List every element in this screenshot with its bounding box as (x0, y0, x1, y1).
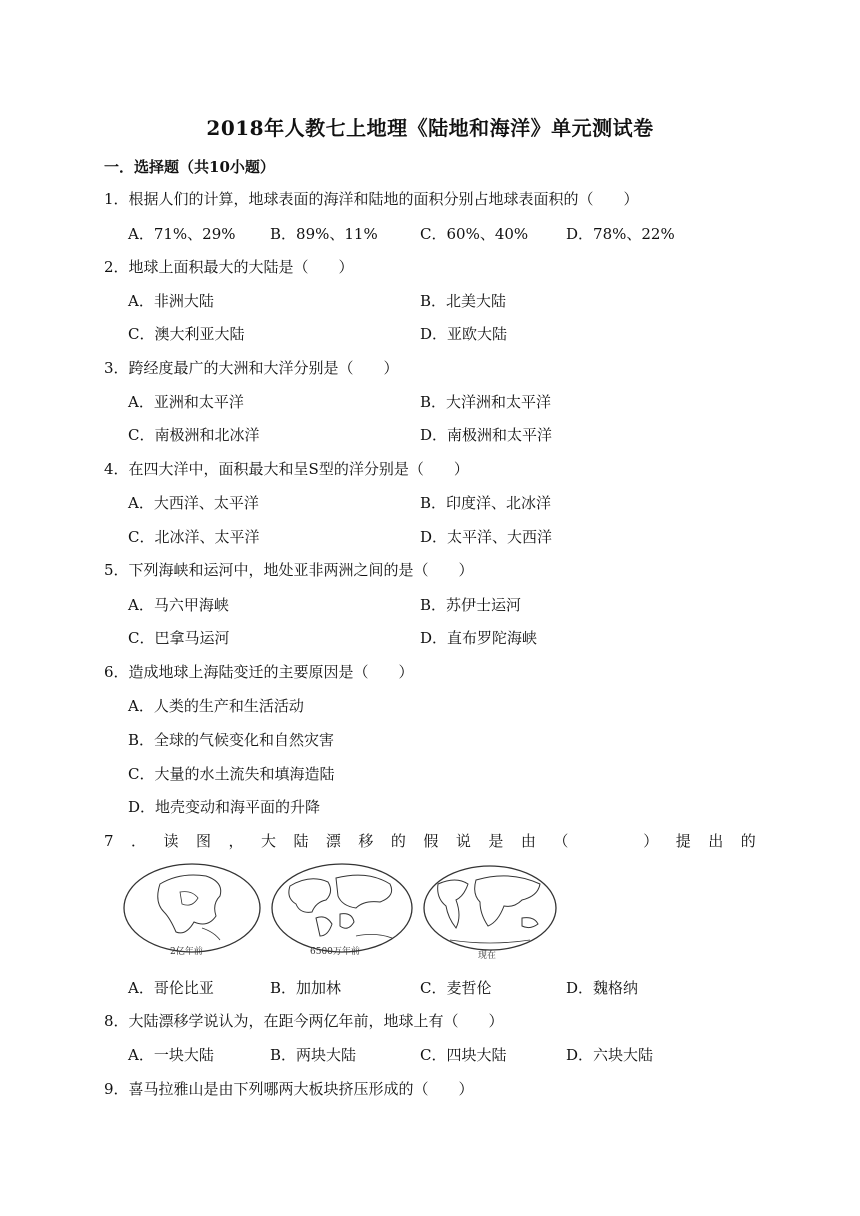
map-200-million-years-ago (124, 864, 260, 957)
option-b: B．北美大陆 (420, 292, 507, 310)
stem-part: 假 (423, 832, 439, 850)
stem-part: 移 (358, 832, 374, 850)
question-stem: 3．跨经度最广的大洲和大洋分别是（ ） (104, 359, 399, 377)
option-b: B．加加林 (270, 979, 342, 997)
map-label: 2亿年前 (170, 947, 203, 957)
stem-part: ． (131, 832, 147, 850)
stem-part: 出 (708, 832, 724, 850)
option-c: C．麦哲伦 (420, 979, 492, 997)
question-stem-justified (104, 831, 756, 851)
stem-part: 漂 (325, 832, 341, 850)
stem-part: 的 (740, 832, 756, 850)
question-stem: 2．地球上面积最大的大陆是（ ） (104, 258, 354, 276)
option-d: D．太平洋、大西洋 (420, 528, 553, 546)
option-d: D．地壳变动和海平面的升降 (128, 798, 321, 816)
option-a: A．马六甲海峡 (128, 596, 229, 614)
option-a: A．71%、29% (128, 225, 236, 243)
map-label: 6500万年前 (310, 947, 360, 957)
stem-part: 图 (195, 832, 211, 850)
option-d: D．南极洲和太平洋 (420, 426, 553, 444)
option-a: A．亚洲和太平洋 (128, 393, 244, 411)
question-stem: 6．造成地球上海陆变迁的主要原因是（ ） (104, 663, 414, 681)
map-65-million-years-ago (272, 864, 412, 957)
map-present-day (424, 866, 556, 961)
stem-part: 的 (390, 832, 406, 850)
question-stem: 4．在四大洋中，面积最大和呈S型的洋分别是（ ） (104, 460, 469, 478)
stem-part: 提 (675, 832, 691, 850)
stem-part: 7 (104, 832, 114, 850)
page-title: 2018年人教七上地理《陆地和海洋》单元测试卷 (206, 116, 654, 140)
map-label: 现在 (478, 951, 497, 961)
option-d: D．亚欧大陆 (420, 325, 508, 343)
stem-part: 陆 (293, 832, 309, 850)
stem-part: 说 (455, 832, 471, 850)
option-b: B．大洋洲和太平洋 (420, 393, 552, 411)
option-b: B．印度洋、北冰洋 (420, 494, 552, 512)
stem-part: ， (228, 832, 244, 850)
stem-part: 大 (260, 832, 276, 850)
option-c: C．澳大利亚大陆 (128, 325, 245, 343)
option-c: C．巴拿马运河 (128, 629, 230, 647)
option-c: C．北冰洋、太平洋 (128, 528, 260, 546)
option-b: B．苏伊士运河 (420, 596, 522, 614)
stem-part: 由 (520, 832, 536, 850)
option-b: B．全球的气候变化和自然灾害 (128, 731, 335, 749)
question-stem: 8．大陆漂移学说认为，在距今两亿年前，地球上有（ ） (104, 1012, 504, 1030)
option-c: C．大量的水土流失和填海造陆 (128, 765, 335, 783)
section-heading: 一．选择题（共10小题） (104, 158, 275, 176)
option-a: A．大西洋、太平洋 (128, 494, 259, 512)
stem-part: 读 (163, 832, 179, 850)
continental-drift-figure (120, 862, 560, 962)
stem-part: （ (553, 832, 569, 850)
question-stem: 9．喜马拉雅山是由下列哪两大板块挤压形成的（ ） (104, 1080, 474, 1098)
stem-part: ） (643, 832, 659, 850)
option-d: D．六块大陆 (566, 1046, 654, 1064)
option-a: A．人类的生产和生活活动 (128, 697, 304, 715)
option-c: C．四块大陆 (420, 1046, 507, 1064)
option-d: D．直布罗陀海峡 (420, 629, 538, 647)
question-stem: 1．根据人们的计算，地球表面的海洋和陆地的面积分别占地球表面积的（ ） (104, 190, 639, 208)
answer-blank (586, 831, 626, 851)
stem-part: 是 (488, 832, 504, 850)
option-b: B．两块大陆 (270, 1046, 357, 1064)
option-d: D．78%、22% (566, 225, 675, 243)
option-a: A．哥伦比亚 (128, 979, 214, 997)
option-a: A．一块大陆 (128, 1046, 214, 1064)
question-stem: 5．下列海峡和运河中，地处亚非两洲之间的是（ ） (104, 561, 474, 579)
option-c: C．南极洲和北冰洋 (128, 426, 260, 444)
option-c: C．60%、40% (420, 225, 529, 243)
option-b: B．89%、11% (270, 225, 378, 243)
option-a: A．非洲大陆 (128, 292, 214, 310)
option-d: D．魏格纳 (566, 979, 639, 997)
